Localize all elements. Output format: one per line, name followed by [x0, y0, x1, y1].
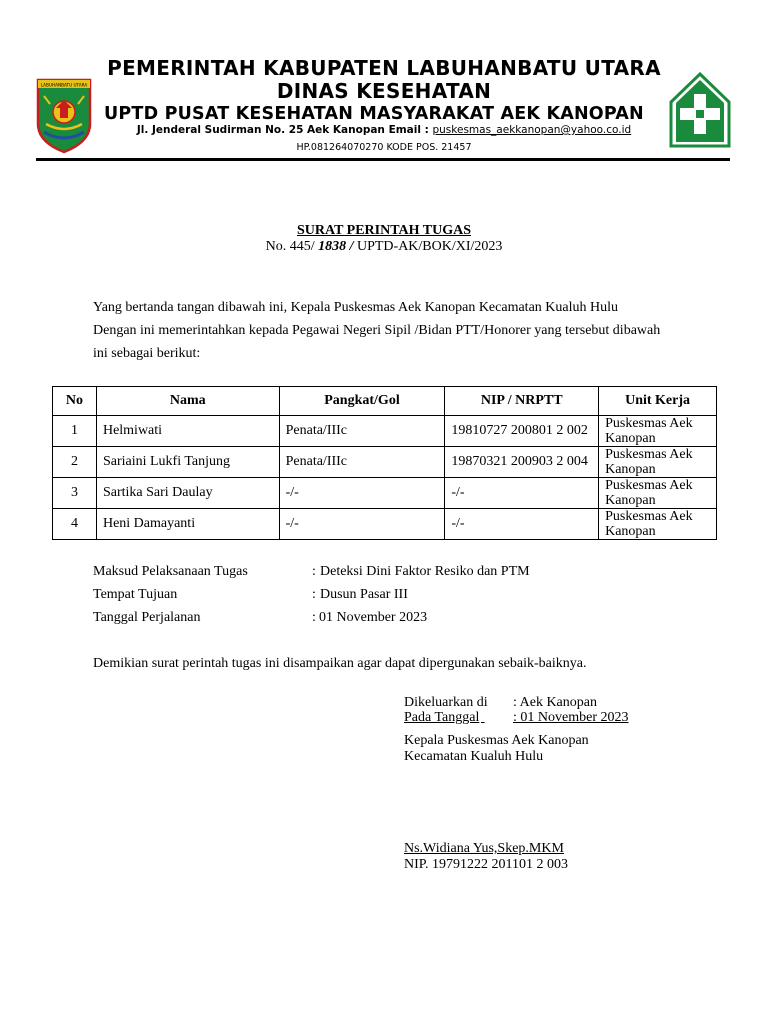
letterhead-agency: DINAS KESEHATAN [276, 79, 492, 103]
header-nip: NIP / NRPTT [445, 387, 599, 416]
address-text: Jl. Jenderal Sudirman No. 25 Aek Kanopan Email : [136, 124, 433, 136]
unit-line-2: Kanopan [605, 431, 656, 446]
cell-no: 2 [53, 447, 97, 478]
cell-nama: Helmiwati [96, 416, 279, 447]
cell-nip: 19810727 200801 2 002 [445, 416, 599, 447]
header-pangkat: Pangkat/Gol [279, 387, 445, 416]
document-number [0, 239, 768, 255]
cell-no: 4 [53, 509, 97, 540]
unit-line-1: Puskesmas Aek [605, 416, 693, 431]
signatory-name: Ns.Widiana Yus,Skep.MKM [404, 841, 564, 856]
cell-nama: Sartika Sari Daulay [96, 478, 279, 509]
detail-value-purpose: Deteksi Dini Faktor Resiko dan PTM [320, 564, 530, 579]
issued-date-label: Pada Tanggal [404, 710, 480, 725]
unit-line-2: Kanopan [605, 524, 656, 539]
unit-line-1: Puskesmas Aek [605, 447, 693, 462]
cell-unit [599, 478, 717, 509]
cell-unit [599, 509, 717, 540]
unit-line-2: Kanopan [605, 462, 656, 477]
unit-line-1: Puskesmas Aek [605, 478, 693, 493]
table-header-row [53, 387, 717, 416]
number-bold: 1838 / [318, 239, 354, 254]
signatory-nip: NIP. 19791222 201101 2 003 [404, 857, 568, 872]
detail-colon: : [312, 587, 316, 602]
date-underline-gap [481, 710, 513, 726]
crest-text: LABUHANBATU UTARA [40, 82, 88, 88]
detail-label-destination: Tempat Tujuan [93, 587, 178, 602]
intro-line-3: ini sebagai berikut: [93, 346, 201, 361]
signatory-position-2: Kecamatan Kualuh Hulu [404, 749, 544, 764]
cell-nip: 19870321 200903 2 004 [445, 447, 599, 478]
detail-colon: : [312, 610, 316, 625]
letterhead-contact: HP.081264070270 KODE POS. 21457 [296, 142, 472, 153]
table-row [53, 509, 717, 540]
issued-at-value: : Aek Kanopan [513, 695, 597, 710]
cell-pangkat: -/- [279, 478, 445, 509]
unit-line-2: Kanopan [605, 493, 656, 508]
intro-line-2: Dengan ini memerintahkan kepada Pegawai Negeri Sipil /Bidan PTT/Honorer yang tersebut dibawah [93, 323, 661, 338]
letterhead-address [0, 124, 768, 136]
table-row [53, 447, 717, 478]
header-unit: Unit Kerja [599, 387, 717, 416]
cell-no: 1 [53, 416, 97, 447]
detail-value-date: 01 November 2023 [319, 610, 428, 625]
number-suffix: UPTD-AK/BOK/XI/2023 [353, 239, 503, 254]
issued-date-value: : 01 November 2023 [513, 710, 629, 725]
cell-unit [599, 416, 717, 447]
cell-no: 3 [53, 478, 97, 509]
cell-nama: Sariaini Lukfi Tanjung [96, 447, 279, 478]
detail-value-destination: Dusun Pasar III [320, 587, 408, 602]
detail-label-date: Tanggal Perjalanan [93, 610, 201, 625]
document-title: SURAT PERINTAH TUGAS [296, 223, 471, 238]
cell-nip: -/- [445, 478, 599, 509]
intro-line-1: Yang bertanda tangan dibawah ini, Kepala Puskesmas Aek Kanopan Kecamatan Kualuh Hulu [93, 300, 618, 315]
table-row [53, 416, 717, 447]
letterhead-unit: UPTD PUSAT KESEHATAN MASYARAKAT AEK KANOPAN [104, 104, 644, 124]
cell-nip: -/- [445, 509, 599, 540]
cell-pangkat: Penata/IIIc [279, 447, 445, 478]
issued-at-label: Dikeluarkan di [404, 695, 488, 710]
letterhead-divider [36, 158, 730, 161]
cell-pangkat: -/- [279, 509, 445, 540]
detail-label-purpose: Maksud Pelaksanaan Tugas [93, 564, 248, 579]
unit-line-1: Puskesmas Aek [605, 509, 693, 524]
staff-table [52, 386, 717, 540]
number-prefix: No. 445/ [265, 239, 319, 254]
header-nama: Nama [96, 387, 279, 416]
cell-pangkat: Penata/IIIc [279, 416, 445, 447]
header-no: No [53, 387, 97, 416]
letterhead-government: PEMERINTAH KABUPATEN LABUHANBATU UTARA [107, 56, 661, 80]
signatory-position-1: Kepala Puskesmas Aek Kanopan [404, 733, 589, 748]
table-row [53, 478, 717, 509]
closing-statement: Demikian surat perintah tugas ini disampaikan agar dapat dipergunakan sebaik-baiknya. [93, 656, 587, 671]
email-link[interactable]: puskesmas_aekkanopan@yahoo.co.id [432, 124, 632, 136]
cell-unit [599, 447, 717, 478]
detail-colon: : [312, 564, 316, 579]
cell-nama: Heni Damayanti [96, 509, 279, 540]
